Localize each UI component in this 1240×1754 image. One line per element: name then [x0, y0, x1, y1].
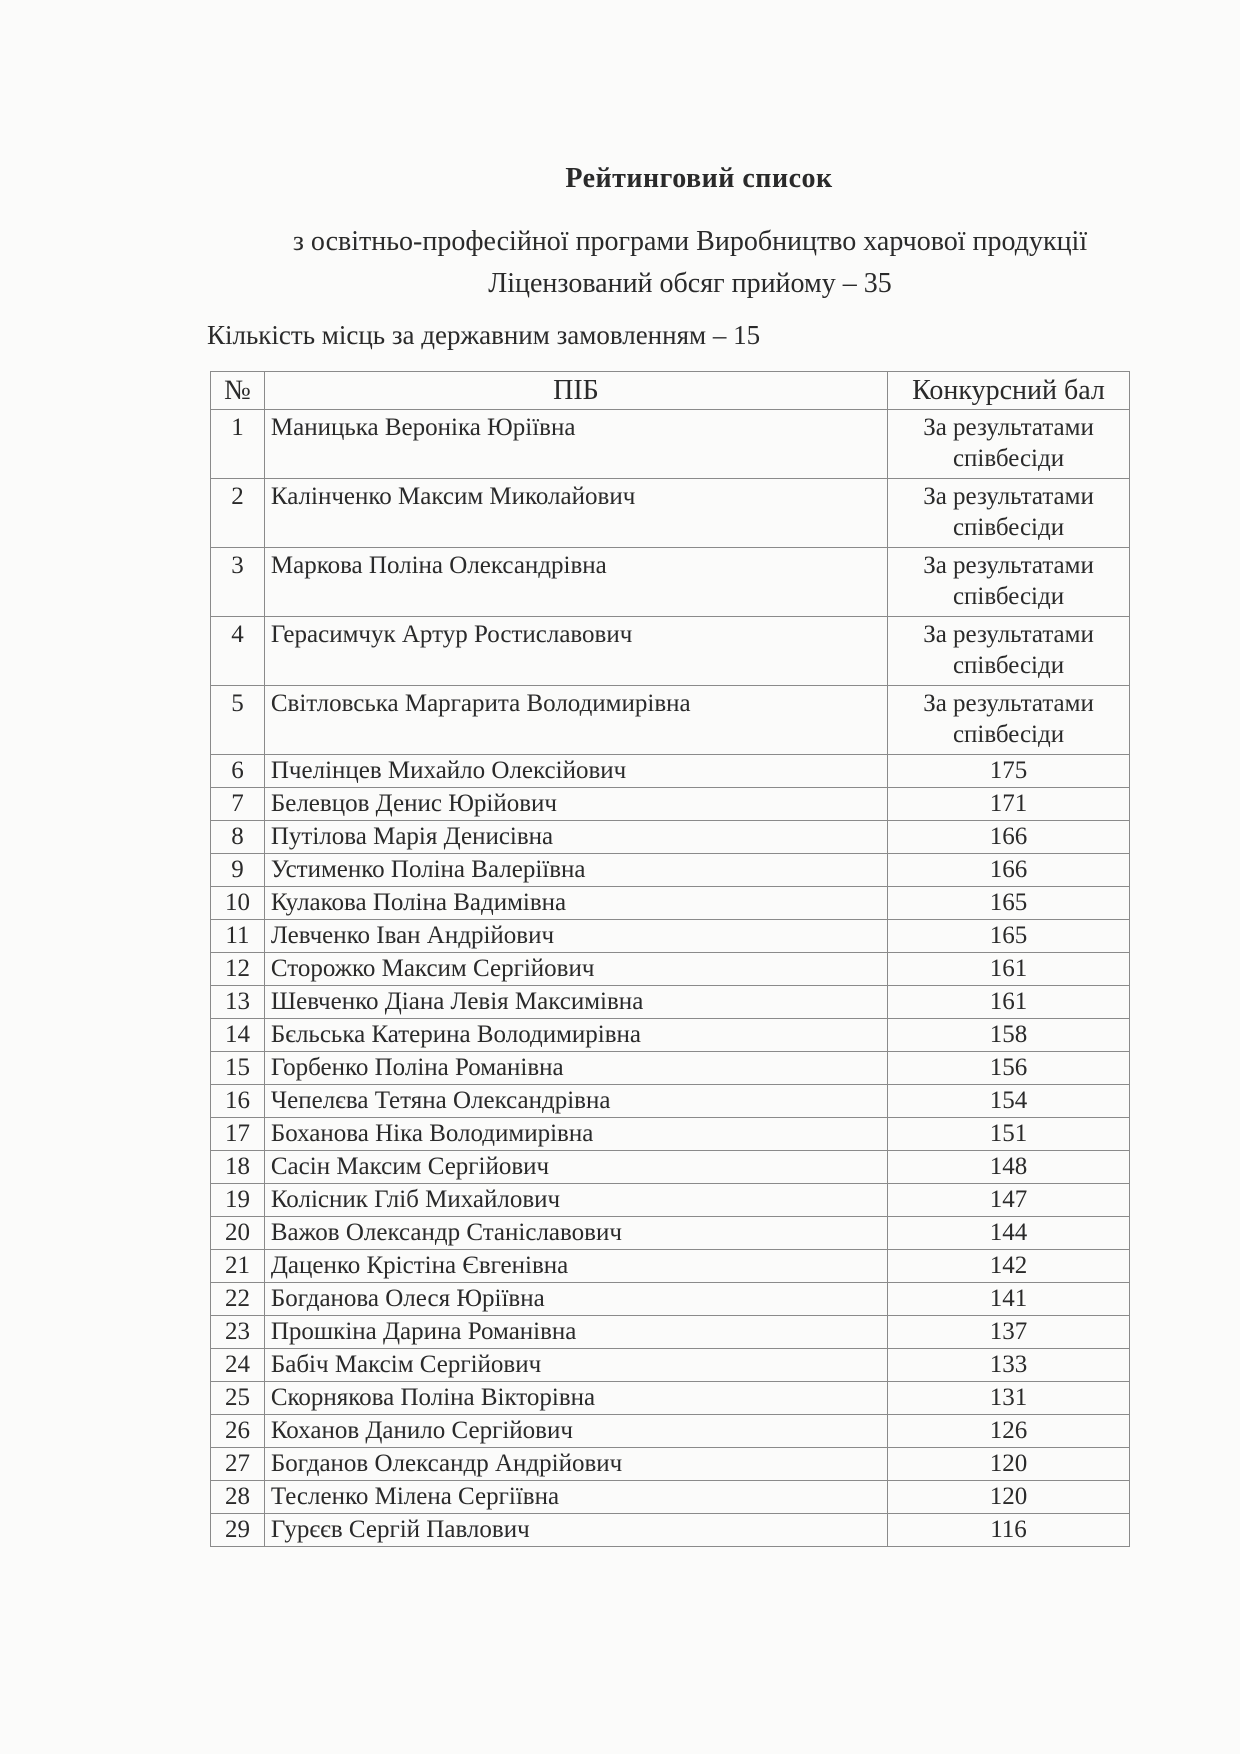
row-number: 4 — [211, 617, 265, 686]
row-number: 15 — [211, 1052, 265, 1085]
row-score: За результатами співбесіди — [888, 548, 1130, 617]
table-row — [211, 1118, 1130, 1151]
table-row — [211, 1019, 1130, 1052]
row-score: 133 — [888, 1349, 1130, 1382]
row-number: 11 — [211, 920, 265, 953]
table-row — [211, 686, 1130, 755]
table-row — [211, 788, 1130, 821]
row-number: 26 — [211, 1415, 265, 1448]
row-number: 1 — [211, 410, 265, 479]
row-number: 18 — [211, 1151, 265, 1184]
row-name: Скорнякова Поліна Вікторівна — [264, 1382, 887, 1415]
table-row — [211, 887, 1130, 920]
row-score: За результатами співбесіди — [888, 686, 1130, 755]
row-score: 141 — [888, 1283, 1130, 1316]
row-score: 148 — [888, 1151, 1130, 1184]
row-score: 144 — [888, 1217, 1130, 1250]
table-body — [211, 410, 1130, 1547]
table-row — [211, 1052, 1130, 1085]
row-name: Маркова Поліна Олександрівна — [264, 548, 887, 617]
row-score: 161 — [888, 986, 1130, 1019]
table-row — [211, 1250, 1130, 1283]
row-score: За результатами співбесіди — [888, 617, 1130, 686]
row-score: 165 — [888, 920, 1130, 953]
row-score: 161 — [888, 953, 1130, 986]
table-row — [211, 1382, 1130, 1415]
table-row — [211, 755, 1130, 788]
header-num: № — [211, 372, 265, 410]
row-number: 7 — [211, 788, 265, 821]
row-name: Важов Олександр Станіславович — [264, 1217, 887, 1250]
row-name: Бєльська Катерина Володимирівна — [264, 1019, 887, 1052]
row-number: 21 — [211, 1250, 265, 1283]
row-number: 28 — [211, 1481, 265, 1514]
table-row — [211, 1349, 1130, 1382]
row-number: 24 — [211, 1349, 265, 1382]
row-name: Світловська Маргарита Володимирівна — [264, 686, 887, 755]
table-row — [211, 1316, 1130, 1349]
row-number: 6 — [211, 755, 265, 788]
row-score: 154 — [888, 1085, 1130, 1118]
state-order-places: Кількість місць за державним замовленням – 15 — [207, 320, 761, 350]
table-row — [211, 1085, 1130, 1118]
row-score: 137 — [888, 1316, 1130, 1349]
row-number: 8 — [211, 821, 265, 854]
subtitle — [200, 221, 1180, 305]
row-name: Белевцов Денис Юрійович — [264, 788, 887, 821]
row-score: 142 — [888, 1250, 1130, 1283]
row-number: 9 — [211, 854, 265, 887]
row-name: Прошкіна Дарина Романівна — [264, 1316, 887, 1349]
table-row — [211, 986, 1130, 1019]
row-score: 147 — [888, 1184, 1130, 1217]
row-score: 156 — [888, 1052, 1130, 1085]
row-number: 5 — [211, 686, 265, 755]
table-row — [211, 821, 1130, 854]
row-name: Колісник Гліб Михайлович — [264, 1184, 887, 1217]
table-row — [211, 1448, 1130, 1481]
row-name: Богданов Олександр Андрійович — [264, 1448, 887, 1481]
row-number: 23 — [211, 1316, 265, 1349]
row-number: 2 — [211, 479, 265, 548]
row-number: 14 — [211, 1019, 265, 1052]
table-row — [211, 410, 1130, 479]
row-score: 120 — [888, 1481, 1130, 1514]
row-number: 16 — [211, 1085, 265, 1118]
row-score: За результатами співбесіди — [888, 410, 1130, 479]
table-row — [211, 953, 1130, 986]
table-row — [211, 617, 1130, 686]
row-name: Герасимчук Артур Ростиславович — [264, 617, 887, 686]
row-score: 151 — [888, 1118, 1130, 1151]
row-name: Горбенко Поліна Романівна — [264, 1052, 887, 1085]
row-name: Гурєєв Сергій Павлович — [264, 1514, 887, 1547]
table-row — [211, 1481, 1130, 1514]
row-name: Сторожко Максим Сергійович — [264, 953, 887, 986]
table-row — [211, 479, 1130, 548]
row-number: 27 — [211, 1448, 265, 1481]
row-score: За результатами співбесіди — [888, 479, 1130, 548]
row-score: 120 — [888, 1448, 1130, 1481]
subtitle-license: Ліцензований обсяг прийому – 35 — [488, 268, 892, 299]
row-number: 29 — [211, 1514, 265, 1547]
row-name: Тесленко Мілена Сергіївна — [264, 1481, 887, 1514]
row-score: 158 — [888, 1019, 1130, 1052]
header-score: Конкурсний бал — [888, 372, 1130, 410]
row-number: 3 — [211, 548, 265, 617]
row-name: Чепелєва Тетяна Олександрівна — [264, 1085, 887, 1118]
table-row — [211, 854, 1130, 887]
row-score: 175 — [888, 755, 1130, 788]
table-row — [211, 1415, 1130, 1448]
row-number: 19 — [211, 1184, 265, 1217]
row-name: Кулакова Поліна Вадимівна — [264, 887, 887, 920]
row-name: Даценко Крістіна Євгенівна — [264, 1250, 887, 1283]
table-row — [211, 920, 1130, 953]
row-number: 25 — [211, 1382, 265, 1415]
row-score: 126 — [888, 1415, 1130, 1448]
row-number: 10 — [211, 887, 265, 920]
row-score: 166 — [888, 854, 1130, 887]
page-title: Рейтинговий список — [565, 163, 833, 194]
row-name: Путілова Марія Денисівна — [264, 821, 887, 854]
row-score: 131 — [888, 1382, 1130, 1415]
row-number: 20 — [211, 1217, 265, 1250]
row-number: 13 — [211, 986, 265, 1019]
table-row — [211, 1514, 1130, 1547]
header-name: ПІБ — [264, 372, 887, 410]
row-score: 166 — [888, 821, 1130, 854]
row-name: Боханова Ніка Володимирівна — [264, 1118, 887, 1151]
row-number: 22 — [211, 1283, 265, 1316]
row-name: Устименко Поліна Валеріївна — [264, 854, 887, 887]
row-score: 171 — [888, 788, 1130, 821]
table-row — [211, 1217, 1130, 1250]
row-name: Богданова Олеся Юріївна — [264, 1283, 887, 1316]
row-name: Бабіч Максім Сергійович — [264, 1349, 887, 1382]
row-number: 12 — [211, 953, 265, 986]
table-row — [211, 548, 1130, 617]
row-name: Шевченко Діана Левія Максимівна — [264, 986, 887, 1019]
row-name: Пчелінцев Михайло Олексійович — [264, 755, 887, 788]
row-name: Сасін Максим Сергійович — [264, 1151, 887, 1184]
row-number: 17 — [211, 1118, 265, 1151]
table-header-row — [211, 372, 1130, 410]
row-name: Маницька Вероніка Юріївна — [264, 410, 887, 479]
rating-table — [210, 371, 1130, 1547]
row-name: Калінченко Максим Миколайович — [264, 479, 887, 548]
row-name: Левченко Іван Андрійович — [264, 920, 887, 953]
row-score: 165 — [888, 887, 1130, 920]
row-name: Коханов Данило Сергійович — [264, 1415, 887, 1448]
table-row — [211, 1184, 1130, 1217]
table-row — [211, 1283, 1130, 1316]
subtitle-program: з освітньо-професійної програми Виробництво харчової продукції — [292, 226, 1088, 257]
table-row — [211, 1151, 1130, 1184]
row-score: 116 — [888, 1514, 1130, 1547]
